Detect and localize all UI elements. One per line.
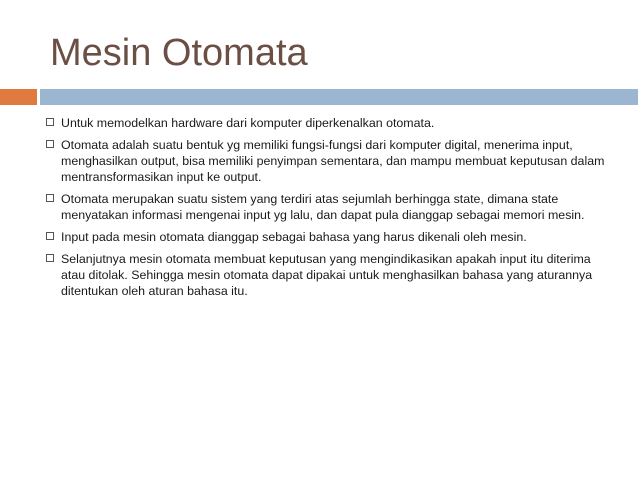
bullet-text: Untuk memodelkan hardware dari komputer diperkenalkan otomata.	[61, 116, 435, 130]
bullet-text: Input pada mesin otomata dianggap sebagai bahasa yang harus dikenali oleh mesin.	[61, 230, 527, 244]
accent-bar-blue	[40, 89, 638, 105]
hollow-square-bullet-icon	[46, 140, 54, 148]
bullet-item	[46, 229, 606, 245]
hollow-square-bullet-icon	[46, 194, 54, 202]
hollow-square-bullet-icon	[46, 232, 54, 240]
bullet-item	[46, 115, 606, 131]
bullet-list	[46, 115, 606, 305]
bullet-text: Otomata merupakan suatu sistem yang terdiri atas sejumlah berhingga state, dimana state menyatakan informasi mengenai input yg lalu, dan dapat pula dianggap sebagai memori mesin.	[61, 192, 585, 222]
hollow-square-bullet-icon	[46, 118, 54, 126]
accent-bar-orange	[0, 89, 37, 105]
hollow-square-bullet-icon	[46, 254, 54, 262]
slide-title: Mesin Otomata	[50, 32, 308, 74]
bullet-item	[46, 251, 606, 299]
bullet-item	[46, 191, 606, 223]
bullet-text: Selanjutnya mesin otomata membuat keputusan yang mengindikasikan apakah input itu diterima atau ditolak. Sehingga mesin otomata dapat dipakai untuk menghasilkan bahasa yang aturannya ditentukan oleh aturan bahasa itu.	[61, 252, 593, 298]
bullet-item	[46, 137, 606, 185]
bullet-text: Otomata adalah suatu bentuk yg memiliki fungsi-fungsi dari komputer digital, menerima input, menghasilkan output, bisa memiliki penyimpan sementara, dan mampu membuat keputusan dalam mentransformasikan input ke output.	[61, 138, 605, 184]
